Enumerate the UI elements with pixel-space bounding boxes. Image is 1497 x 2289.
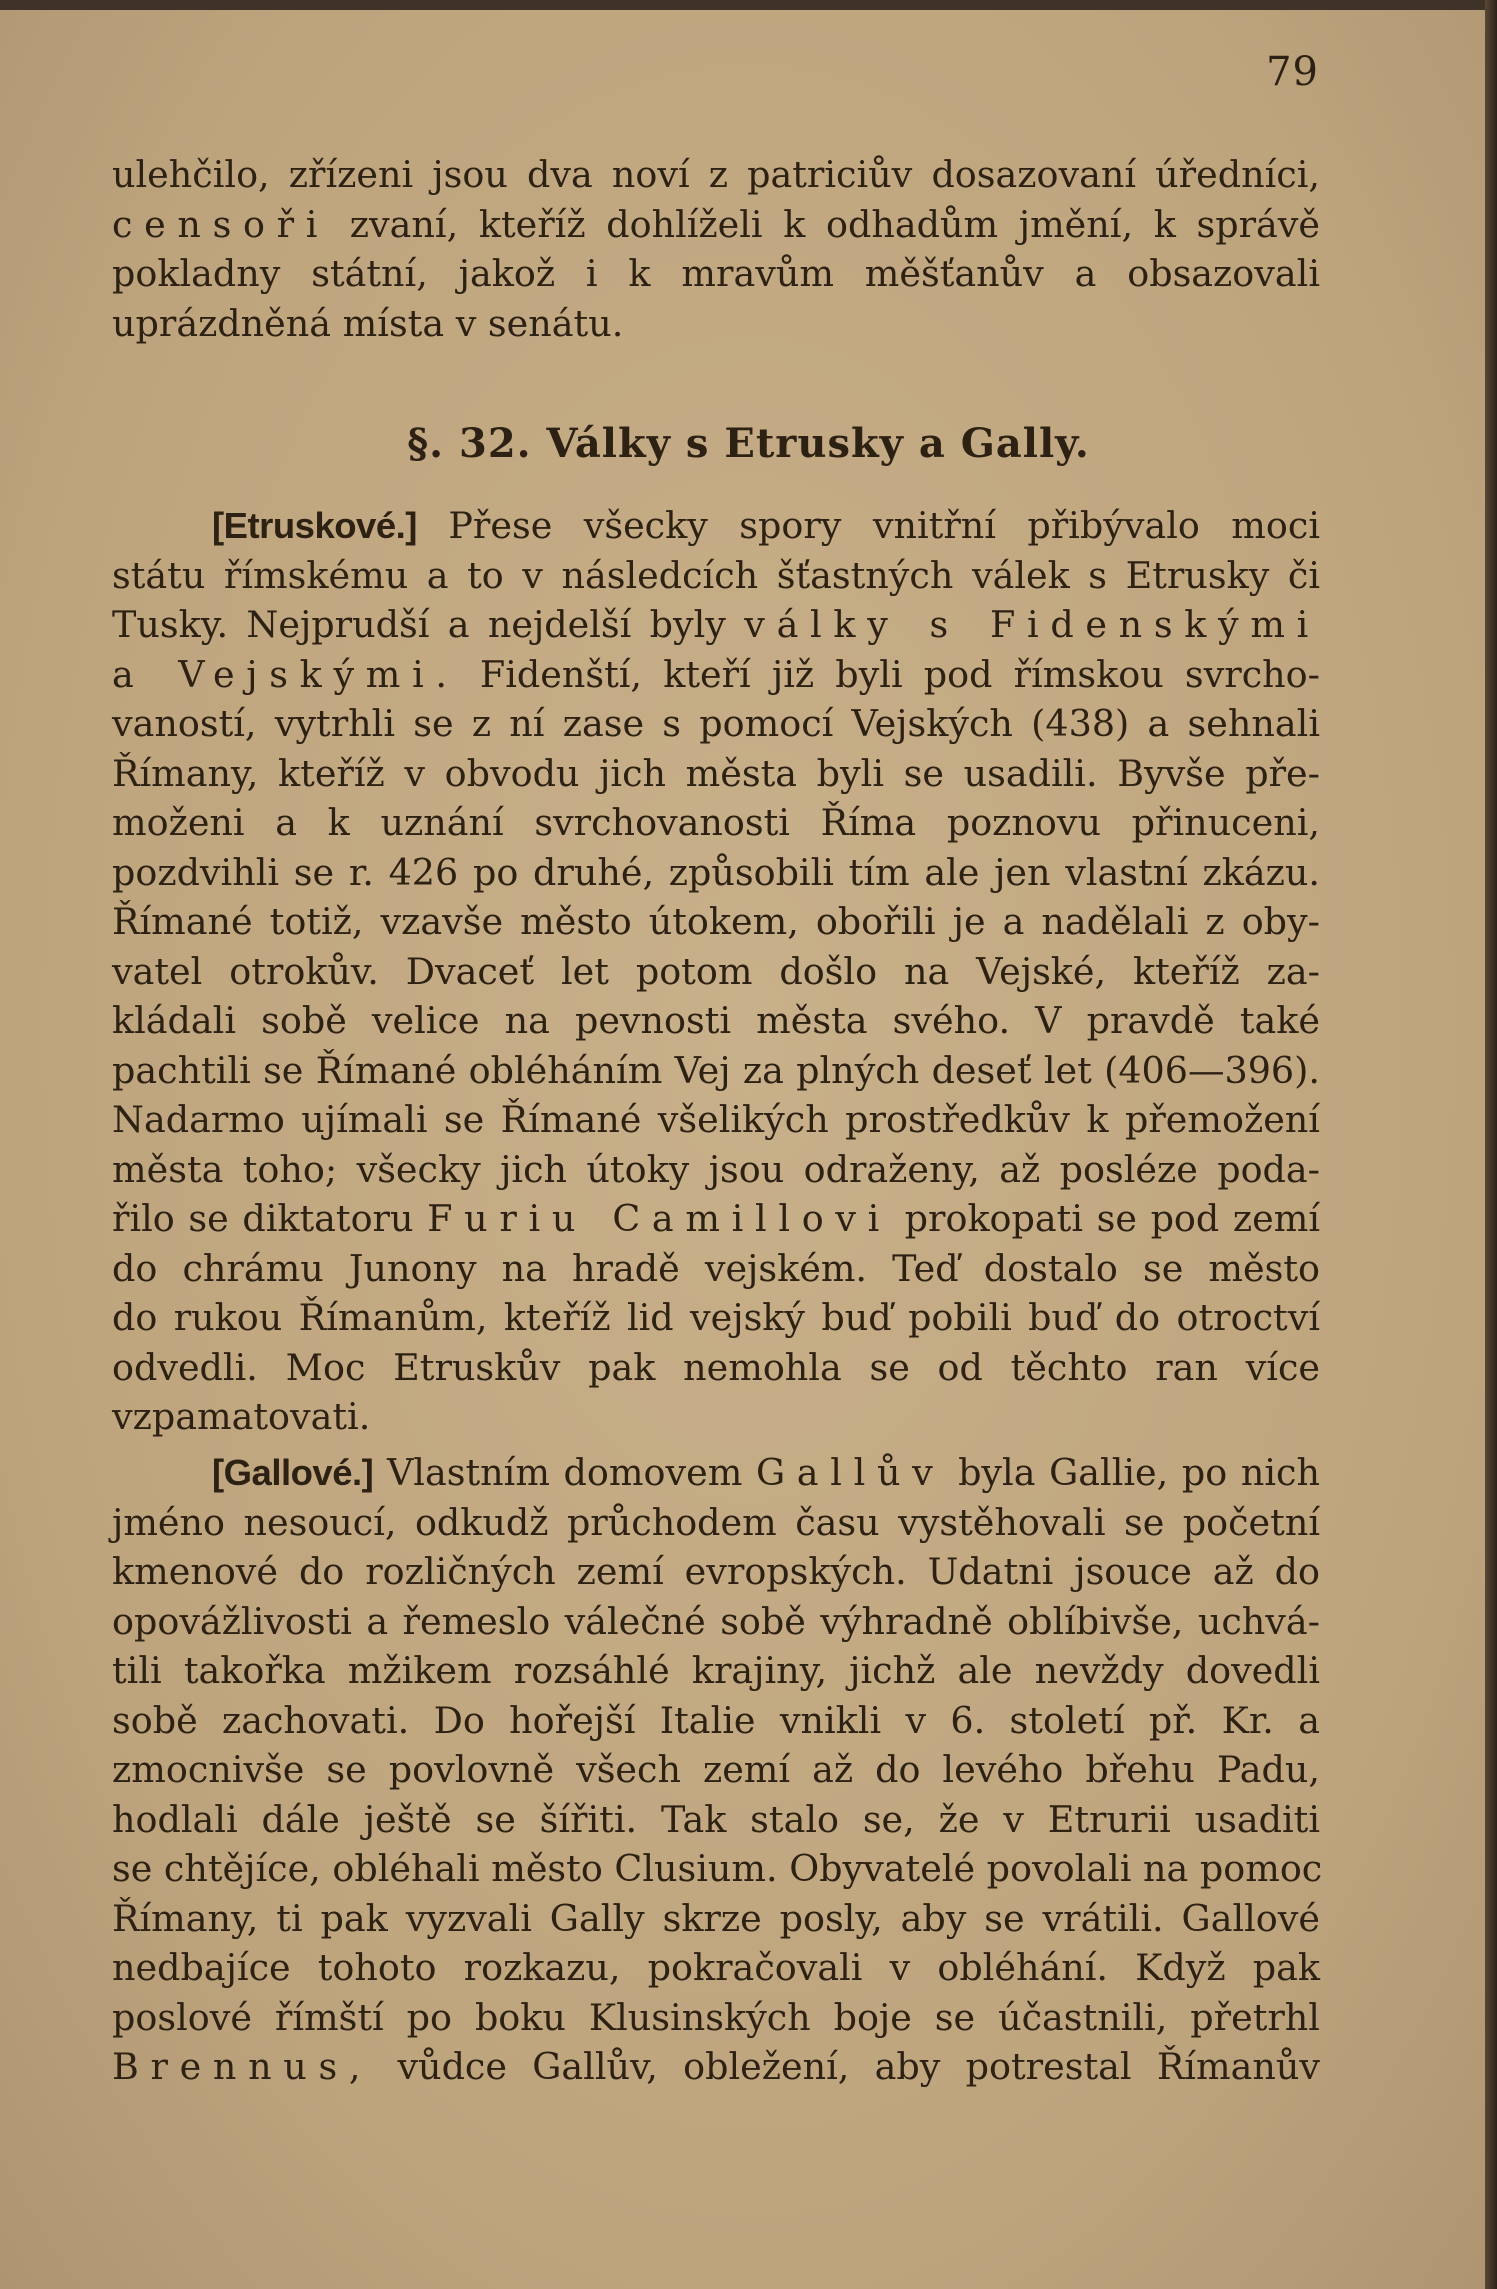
text-line: se chtějíce, obléhali město Clusium. Obyvatelé povolali na pomoc <box>112 1847 1323 1890</box>
spaced-term: Gallův <box>755 1451 945 1494</box>
text-line: do rukou Římanům, kteříž lid vejský buď pobili buď do otroctví <box>112 1296 1320 1339</box>
paragraph-gallove <box>112 1448 1323 2092</box>
text-line: moženi a k uznání svrchovanosti Říma poznovu přinuceni, <box>112 801 1320 844</box>
text-line: vaností, vytrhli se z ní zase s pomocí Vejských (438) a sehnali <box>112 702 1320 745</box>
spaced-term: a Vejskými. <box>112 652 459 696</box>
text-line: Římany, ti pak vyzvali Gally skrze posly, aby se vrátili. Gallové <box>112 1896 1320 1940</box>
text-line: města toho; všecky jich útoky jsou odraženy, až posléze poda- <box>112 1147 1320 1191</box>
text-line: uprázdněná místa v senátu. <box>112 301 624 345</box>
text-line: Římané totiž, vzavše město útokem, obořili je a nadělali z oby- <box>112 900 1320 943</box>
text-line: a Vejskými. Fidenští, kteří již byli pod římskou svrcho- <box>112 652 1320 696</box>
text-line: Nadarmo ujímali se Římané všelikých prostředkův k přemožení <box>112 1098 1320 1141</box>
text-line: hodlali dále ještě se šířiti. Tak stalo se, že v Etrurii usaditi <box>112 1797 1320 1841</box>
spaced-term: války s Fidenskými <box>744 603 1320 646</box>
text-line: zmocnivše se povlovně všech zemí až do levého břehu Padu, <box>112 1748 1320 1791</box>
text-line: sobě zachovati. Do hořejší Italie vnikli v 6. století př. Kr. a <box>112 1698 1320 1742</box>
text-line: vzpamatovati. <box>112 1395 371 1438</box>
page-number: 79 <box>1266 49 1319 95</box>
spaced-term: censoři <box>112 202 330 246</box>
text-line: nedbajíce tohoto rozkazu, pokračovali v obléhání. Když pak <box>112 1946 1320 1989</box>
text-line: odvedli. Moc Etruskův pak nemohla se od těchto ran více <box>112 1345 1320 1389</box>
text-line: ulehčilo, zřízeni jsou dva noví z patriciův dosazovaní úředníci, <box>112 153 1320 196</box>
text-line: pachtili se Římané obléháním Vej za plných deseť let (406—396). <box>112 1048 1320 1092</box>
text-line: pokladny státní, jakož i k mravům měšťanův a obsazovali <box>112 252 1320 295</box>
spaced-term: Furiu Camillovi <box>427 1197 892 1240</box>
text-line: [Etruskové.] Přese všecky spory vnitřní přibývalo moci <box>212 504 1320 547</box>
text-line: kmenové do rozličných zemí evropských. Udatni jsouce až do <box>112 1550 1320 1593</box>
text-line: [Gallové.] Vlastním domovem Gallův byla Gallie, po nich <box>212 1451 1320 1494</box>
spaced-term: Brennus, <box>112 2045 373 2088</box>
text-line: tili takořka mžikem rozsáhlé krajiny, jichž ale nevždy dovedli <box>112 1649 1320 1692</box>
section-heading: §. 32. Války s Etrusky a Gally. <box>407 420 1090 467</box>
margin-label: [Etruskové.] <box>212 505 417 546</box>
text-line: opovážlivosti a řemeslo válečné sobě výhradně oblíbivše, uchvá- <box>112 1599 1320 1643</box>
text-line: jméno nesoucí, odkudž průchodem času vystěhovali se početní <box>112 1500 1320 1544</box>
margin-label: [Gallové.] <box>212 1452 374 1493</box>
text-line: Římany, kteříž v obvodu jich města byli se usadili. Byvše pře- <box>112 751 1320 795</box>
paragraph-etruskove <box>112 501 1320 1442</box>
text-line: kládali sobě velice na pevnosti města svého. V pravdě také <box>112 999 1320 1042</box>
text-line: Tusky. Nejprudší a nejdelší byly války s Fidenskými <box>112 603 1320 646</box>
text-line: státu římskému a to v následcích šťastných válek s Etrusky či <box>112 553 1320 597</box>
text-line: řilo se diktatoru Furiu Camillovi prokopati se pod zemí <box>112 1197 1321 1240</box>
text-line: do chrámu Junony na hradě vejském. Teď dostalo se město <box>112 1246 1320 1290</box>
text-line: Brennus, vůdce Gallův, obležení, aby potrestal Římanův <box>112 2045 1320 2088</box>
text-line: poslové římští po boku Klusinských boje se účastnili, přetrhl <box>112 1995 1320 2039</box>
text-line: vatel otrokův. Dvaceť let potom došlo na Vejské, kteříž za- <box>112 949 1320 993</box>
text-line: censoři zvaní, kteříž dohlíželi k odhadům jmění, k správě <box>112 202 1320 246</box>
intro-paragraph <box>112 150 1320 348</box>
text-line: pozdvihli se r. 426 po druhé, způsobili tím ale jen vlastní zkázu. <box>112 850 1320 894</box>
